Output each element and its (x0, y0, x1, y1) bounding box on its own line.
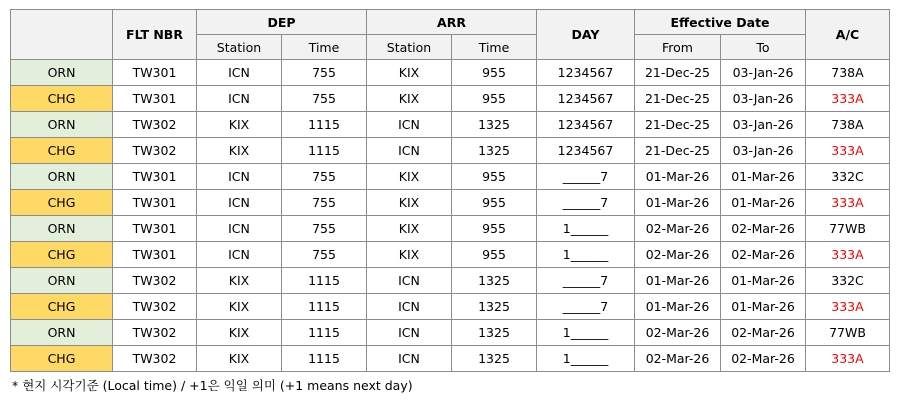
cell-arr-station: ICN (367, 138, 452, 164)
cell-type: ORN (11, 268, 113, 294)
cell-arr-time: 1325 (452, 138, 537, 164)
cell-dep-time: 755 (282, 216, 367, 242)
cell-to: 02-Mar-26 (721, 320, 806, 346)
cell-dep-time: 1115 (282, 346, 367, 372)
table-row (11, 86, 890, 112)
cell-flt-nbr: TW302 (113, 320, 197, 346)
cell-arr-station: KIX (367, 86, 452, 112)
cell-day: ______7 (537, 268, 635, 294)
cell-day: ______7 (537, 294, 635, 320)
cell-arr-time: 955 (452, 86, 537, 112)
table-row (11, 346, 890, 372)
cell-to: 01-Mar-26 (721, 294, 806, 320)
cell-arr-time: 1325 (452, 112, 537, 138)
cell-dep-station: KIX (197, 138, 282, 164)
cell-from: 21-Dec-25 (635, 86, 721, 112)
cell-dep-station: KIX (197, 346, 282, 372)
cell-type: ORN (11, 164, 113, 190)
cell-flt-nbr: TW301 (113, 242, 197, 268)
cell-type: CHG (11, 242, 113, 268)
cell-type: ORN (11, 60, 113, 86)
cell-arr-station: KIX (367, 60, 452, 86)
cell-arr-time: 955 (452, 164, 537, 190)
header-arr-time: Time (452, 35, 537, 60)
table-body (11, 60, 890, 372)
cell-dep-station: KIX (197, 320, 282, 346)
cell-day: 1234567 (537, 138, 635, 164)
cell-arr-time: 955 (452, 242, 537, 268)
cell-day: 1234567 (537, 60, 635, 86)
cell-type: ORN (11, 320, 113, 346)
cell-ac: 77WB (806, 216, 890, 242)
cell-flt-nbr: TW301 (113, 60, 197, 86)
cell-dep-time: 755 (282, 242, 367, 268)
cell-dep-station: ICN (197, 60, 282, 86)
cell-dep-station: ICN (197, 242, 282, 268)
header-day: DAY (537, 10, 635, 60)
header-effective-date: Effective Date (635, 10, 806, 35)
cell-ac: 333A (806, 190, 890, 216)
cell-day: 1234567 (537, 112, 635, 138)
cell-ac: 77WB (806, 320, 890, 346)
table-header (11, 10, 890, 60)
cell-from: 02-Mar-26 (635, 346, 721, 372)
header-flt-nbr: FLT NBR (113, 10, 197, 60)
cell-dep-time: 755 (282, 164, 367, 190)
cell-arr-time: 955 (452, 190, 537, 216)
cell-day: 1______ (537, 320, 635, 346)
cell-dep-station: ICN (197, 216, 282, 242)
cell-ac: 333A (806, 294, 890, 320)
cell-arr-station: KIX (367, 242, 452, 268)
cell-to: 03-Jan-26 (721, 86, 806, 112)
cell-ac: 333A (806, 138, 890, 164)
cell-from: 01-Mar-26 (635, 190, 721, 216)
cell-arr-time: 1325 (452, 294, 537, 320)
cell-type: CHG (11, 86, 113, 112)
cell-ac: 738A (806, 60, 890, 86)
schedule-table-wrapper (10, 9, 890, 372)
cell-to: 01-Mar-26 (721, 164, 806, 190)
cell-arr-station: ICN (367, 320, 452, 346)
cell-arr-station: KIX (367, 190, 452, 216)
cell-to: 02-Mar-26 (721, 242, 806, 268)
table-row (11, 190, 890, 216)
cell-arr-station: ICN (367, 294, 452, 320)
cell-flt-nbr: TW302 (113, 294, 197, 320)
cell-arr-station: KIX (367, 164, 452, 190)
cell-from: 21-Dec-25 (635, 112, 721, 138)
cell-type: CHG (11, 294, 113, 320)
cell-arr-time: 1325 (452, 320, 537, 346)
cell-arr-station: KIX (367, 216, 452, 242)
cell-from: 01-Mar-26 (635, 164, 721, 190)
table-row (11, 60, 890, 86)
cell-from: 02-Mar-26 (635, 320, 721, 346)
cell-to: 02-Mar-26 (721, 216, 806, 242)
cell-ac: 332C (806, 268, 890, 294)
table-row (11, 268, 890, 294)
cell-day: 1______ (537, 216, 635, 242)
cell-dep-station: ICN (197, 86, 282, 112)
cell-dep-time: 1115 (282, 294, 367, 320)
cell-dep-station: KIX (197, 268, 282, 294)
cell-from: 02-Mar-26 (635, 216, 721, 242)
table-row (11, 242, 890, 268)
cell-ac: 333A (806, 86, 890, 112)
cell-dep-station: ICN (197, 164, 282, 190)
cell-ac: 333A (806, 242, 890, 268)
header-dep-station: Station (197, 35, 282, 60)
cell-flt-nbr: TW301 (113, 216, 197, 242)
cell-dep-time: 755 (282, 190, 367, 216)
header-dep: DEP (197, 10, 367, 35)
cell-to: 01-Mar-26 (721, 268, 806, 294)
cell-dep-time: 1115 (282, 268, 367, 294)
flight-schedule-table (10, 9, 890, 372)
header-arr: ARR (367, 10, 537, 35)
cell-arr-time: 1325 (452, 268, 537, 294)
table-row (11, 216, 890, 242)
cell-dep-station: KIX (197, 112, 282, 138)
cell-dep-time: 755 (282, 86, 367, 112)
cell-dep-station: ICN (197, 190, 282, 216)
table-row (11, 320, 890, 346)
cell-day: 1______ (537, 242, 635, 268)
cell-from: 21-Dec-25 (635, 138, 721, 164)
header-arr-station: Station (367, 35, 452, 60)
cell-from: 21-Dec-25 (635, 60, 721, 86)
cell-ac: 738A (806, 112, 890, 138)
cell-ac: 333A (806, 346, 890, 372)
cell-dep-time: 755 (282, 60, 367, 86)
cell-type: CHG (11, 190, 113, 216)
table-row (11, 138, 890, 164)
cell-arr-station: ICN (367, 268, 452, 294)
header-to: To (721, 35, 806, 60)
cell-from: 02-Mar-26 (635, 242, 721, 268)
cell-flt-nbr: TW301 (113, 190, 197, 216)
cell-type: ORN (11, 112, 113, 138)
header-ac: A/C (806, 10, 890, 60)
footnote: * 현지 시각기준 (Local time) / +1은 익일 의미 (+1 means next day) (12, 378, 413, 393)
cell-from: 01-Mar-26 (635, 294, 721, 320)
cell-day: ______7 (537, 190, 635, 216)
cell-arr-time: 1325 (452, 346, 537, 372)
cell-day: ______7 (537, 164, 635, 190)
cell-flt-nbr: TW301 (113, 164, 197, 190)
table-row (11, 294, 890, 320)
cell-dep-time: 1115 (282, 138, 367, 164)
cell-to: 01-Mar-26 (721, 190, 806, 216)
cell-to: 03-Jan-26 (721, 60, 806, 86)
cell-dep-time: 1115 (282, 112, 367, 138)
cell-dep-time: 1115 (282, 320, 367, 346)
header-type-blank (11, 10, 113, 60)
cell-day: 1234567 (537, 86, 635, 112)
cell-type: ORN (11, 216, 113, 242)
cell-day: 1______ (537, 346, 635, 372)
cell-arr-time: 955 (452, 216, 537, 242)
cell-type: CHG (11, 346, 113, 372)
cell-flt-nbr: TW302 (113, 268, 197, 294)
cell-flt-nbr: TW302 (113, 112, 197, 138)
cell-flt-nbr: TW302 (113, 346, 197, 372)
cell-to: 03-Jan-26 (721, 112, 806, 138)
cell-flt-nbr: TW302 (113, 138, 197, 164)
cell-arr-time: 955 (452, 60, 537, 86)
cell-to: 02-Mar-26 (721, 346, 806, 372)
cell-flt-nbr: TW301 (113, 86, 197, 112)
cell-type: CHG (11, 138, 113, 164)
header-from: From (635, 35, 721, 60)
cell-ac: 332C (806, 164, 890, 190)
header-dep-time: Time (282, 35, 367, 60)
table-row (11, 112, 890, 138)
cell-dep-station: KIX (197, 294, 282, 320)
cell-from: 01-Mar-26 (635, 268, 721, 294)
cell-to: 03-Jan-26 (721, 138, 806, 164)
cell-arr-station: ICN (367, 112, 452, 138)
cell-arr-station: ICN (367, 346, 452, 372)
table-row (11, 164, 890, 190)
